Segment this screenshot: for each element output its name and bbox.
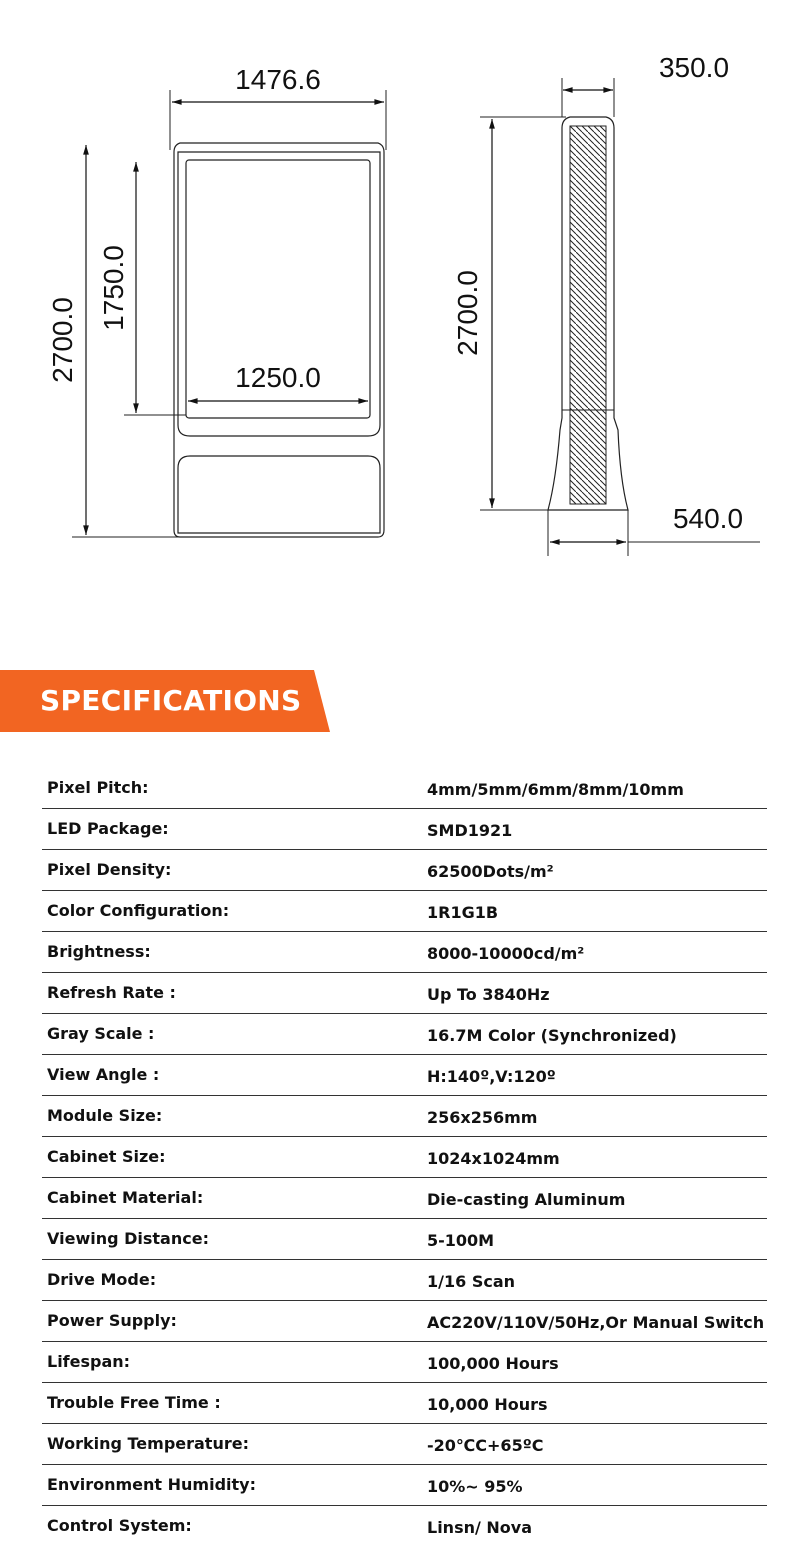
spec-row: [42, 932, 767, 973]
spec-value: 5-100M: [427, 1231, 495, 1250]
spec-label: Environment Humidity:: [47, 1475, 256, 1494]
front-view: [174, 143, 384, 537]
spec-label: Control System:: [47, 1516, 192, 1535]
spec-value: 4mm/5mm/6mm/8mm/10mm: [427, 780, 684, 799]
spec-value: 10,000 Hours: [427, 1395, 548, 1414]
spec-value: 1024x1024mm: [427, 1149, 560, 1168]
spec-row: [42, 891, 767, 932]
spec-row: [42, 1137, 767, 1178]
spec-value: 10%~ 95%: [427, 1477, 523, 1496]
spec-label: Working Temperature:: [47, 1434, 249, 1453]
screen-width-label: 1250.0: [235, 362, 321, 393]
front-height-label: 2700.0: [47, 297, 78, 383]
spec-row: [42, 1219, 767, 1260]
spec-value: Linsn/ Nova: [427, 1518, 533, 1537]
spec-value: Up To 3840Hz: [427, 985, 550, 1004]
spec-value: 1R1G1B: [427, 903, 499, 922]
spec-label: Viewing Distance:: [47, 1229, 209, 1248]
spec-row: [42, 1014, 767, 1055]
spec-value: 16.7M Color (Synchronized): [427, 1026, 677, 1045]
spec-value: 62500Dots/m²: [427, 862, 554, 881]
spec-row: [42, 1096, 767, 1137]
spec-row: [42, 1178, 767, 1219]
spec-value: 256x256mm: [427, 1108, 538, 1127]
spec-label: LED Package:: [47, 819, 169, 838]
spec-row: [42, 850, 767, 891]
spec-row: [42, 1055, 767, 1096]
spec-row: [42, 1383, 767, 1424]
spec-label: Cabinet Material:: [47, 1188, 204, 1207]
dimension-drawing: [0, 0, 800, 620]
spec-row: [42, 809, 767, 850]
spec-label: Color Configuration:: [47, 901, 230, 920]
spec-value: H:140º,V:120º: [427, 1067, 556, 1086]
spec-label: Pixel Pitch:: [47, 778, 149, 797]
front-width-label: 1476.6: [235, 64, 321, 95]
spec-label: Gray Scale :: [47, 1024, 155, 1043]
spec-row: [42, 1465, 767, 1506]
specifications-table: [42, 768, 767, 1546]
spec-row: [42, 1342, 767, 1383]
spec-label: Brightness:: [47, 942, 151, 961]
spec-row: [42, 973, 767, 1014]
spec-label: Lifespan:: [47, 1352, 131, 1371]
spec-row: [42, 1301, 767, 1342]
spec-row: [42, 1424, 767, 1465]
spec-value: AC220V/110V/50Hz,Or Manual Switch: [427, 1313, 765, 1332]
spec-value: -20℃C+65ºC: [427, 1436, 544, 1455]
screen-height-label: 1750.0: [98, 245, 129, 331]
spec-label: Pixel Density:: [47, 860, 172, 879]
spec-value: 1/16 Scan: [427, 1272, 516, 1291]
spec-label: Drive Mode:: [47, 1270, 157, 1289]
spec-label: Cabinet Size:: [47, 1147, 166, 1166]
spec-value: 100,000 Hours: [427, 1354, 559, 1373]
side-height-label: 2700.0: [452, 270, 483, 356]
spec-label: Trouble Free Time :: [47, 1393, 221, 1412]
spec-label: Refresh Rate :: [47, 983, 176, 1002]
spec-label: Module Size:: [47, 1106, 163, 1125]
spec-label: Power Supply:: [47, 1311, 177, 1330]
spec-row: [42, 1506, 767, 1546]
section-title: SPECIFICATIONS: [40, 684, 302, 717]
spec-value: Die-casting Aluminum: [427, 1190, 626, 1209]
base-depth-label: 540.0: [672, 503, 744, 534]
side-depth-label: 350.0: [658, 52, 730, 83]
side-view: [548, 117, 628, 510]
spec-value: 8000-10000cd/m²: [427, 944, 585, 963]
spec-row: [42, 768, 767, 809]
spec-label: View Angle :: [47, 1065, 160, 1084]
specifications-banner: [0, 670, 330, 732]
spec-row: [42, 1260, 767, 1301]
spec-value: SMD1921: [427, 821, 513, 840]
